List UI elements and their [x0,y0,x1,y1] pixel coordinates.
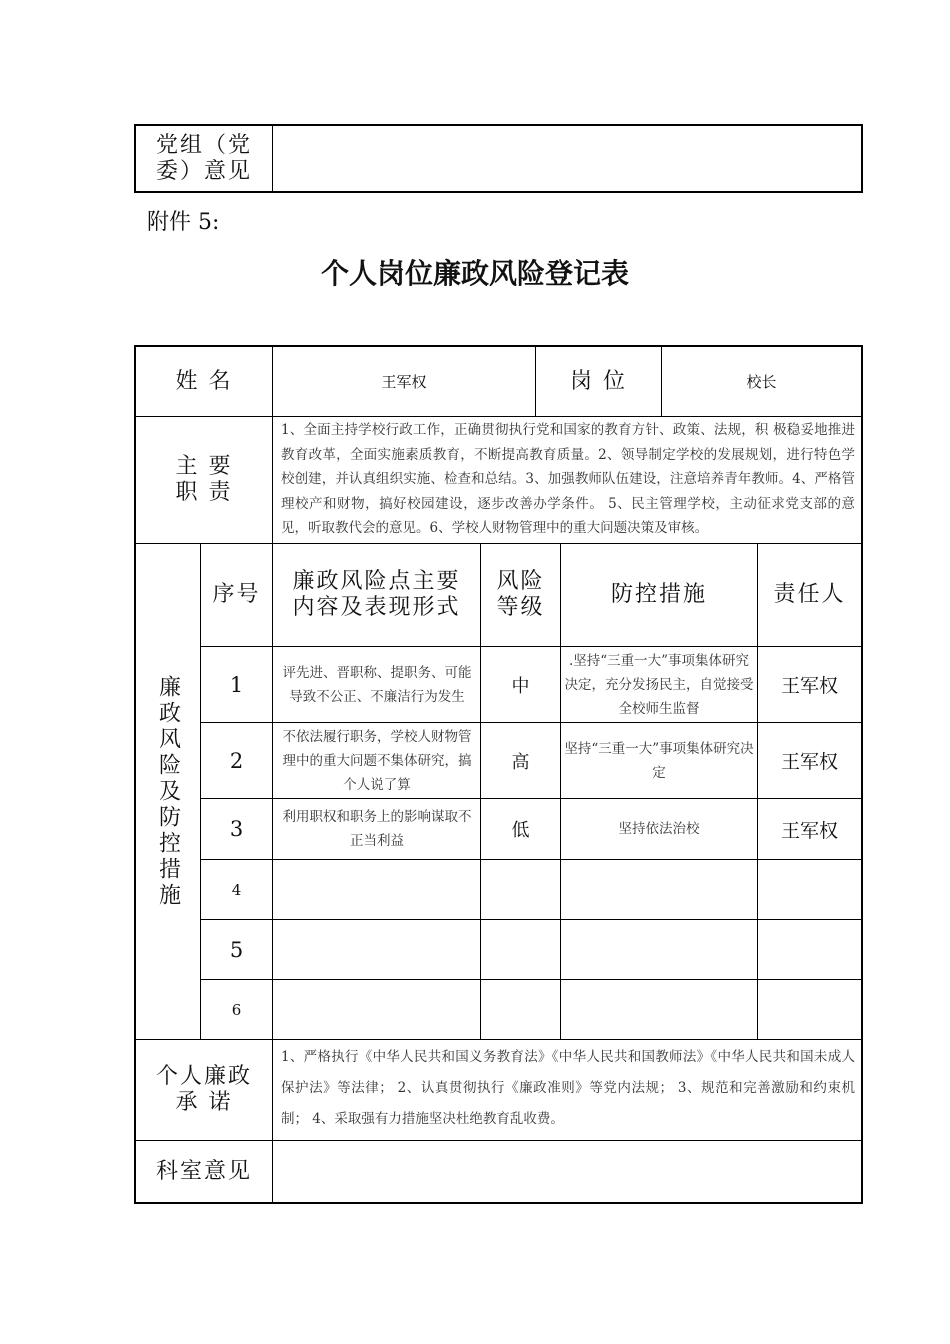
post-value: 校长 [746,373,777,391]
row-level: 低 [511,820,530,841]
name-value: 王军权 [381,373,427,391]
row-seq: 3 [229,817,244,841]
row-person: 王军权 [780,819,838,842]
row-seq: 1 [229,672,244,697]
row-seq: 4 [231,880,242,899]
row-level: 高 [511,751,530,773]
row-measure: .坚持“三重一大”事项集体研究决定，充分发扬民主，自觉接受全校师生监督 [564,652,754,717]
row-person[interactable] [758,980,861,1039]
row-measure[interactable] [564,920,754,979]
promise-text: 1、严格执行《中华人民共和国义务教育法》《中华人民共和国教师法》《中华人民共和国未成人保护法》等法律； 2、认真贯彻执行《廉政准则》等党内法规； 3、规范和完善激励和约束机制； 4、采取强有力措施坚决杜绝教育乱收费。 [281,1049,855,1127]
row-content[interactable] [278,980,476,1039]
row-level[interactable] [481,980,560,1039]
office-opinion-value[interactable] [273,1141,861,1202]
page-title: 个人岗位廉政风险登记表 [320,257,629,290]
row-seq: 2 [229,748,244,773]
row-measure: 坚持依法治校 [618,821,700,837]
row-seq: 6 [231,1000,242,1019]
party-opinion-value[interactable] [273,126,861,191]
risk-section-label: 廉政风险及防控措施 [155,674,181,909]
col-measure-header: 防控措施 [610,582,707,607]
row-level: 中 [511,675,530,697]
row-level[interactable] [481,920,560,979]
col-content-header: 廉政风险点主要 内容及表现形式 [292,569,461,620]
row-content[interactable] [278,860,476,919]
row-seq: 5 [229,937,244,962]
col-level-header: 风险 等级 [496,569,545,620]
duties-text: 1、全面主持学校行政工作，正确贯彻执行党和国家的教育方针、政策、法规，积 极稳妥地推进教育改革，全面实施素质教育，不断提高教育质量。2、领导制定学校的发展规划，进行特色学校创建，并认真组织实施、检查和总结。3、加强教师队伍建设，注意培养青年教师。4、严格管理校产和财物，搞好校园建设，逐步改善办学条件。 5、民主管理学校，主动征求党支部的意见，听取教代会的意见。6、学校人财物管理中的重大问题决策及审核。 [281,422,855,536]
row-content[interactable] [278,920,476,979]
row-person[interactable] [758,860,861,919]
office-opinion-label: 科室意见 [155,1158,252,1184]
duties-label: 主 要 职 责 [175,454,233,505]
col-seq-header: 序号 [212,582,261,607]
row-measure[interactable] [564,980,754,1039]
attachment-label: 附件 5: [147,210,220,235]
row-level[interactable] [481,860,560,919]
row-content: 不依法履行职务，学校人财物管理中的重大问题不集体研究，搞个人说了算 [282,728,472,793]
row-content: 评先进、晋职称、提职务、可能导致不公正、不廉洁行为发生 [282,664,472,705]
name-label: 姓 名 [175,368,233,394]
party-opinion-label: 党组（党 委）意见 [155,132,252,184]
row-content: 利用职权和职务上的影响谋取不正当利益 [282,809,472,849]
row-person[interactable] [758,920,861,979]
col-person-header: 责任人 [773,582,846,607]
promise-label: 个人廉政 承 诺 [155,1064,252,1115]
row-person: 王军权 [780,675,838,697]
row-measure[interactable] [564,860,754,919]
post-label: 岗 位 [570,368,627,394]
row-measure: 坚持“三重一大”事项集体研究决定 [564,740,754,781]
row-person: 王军权 [780,751,838,773]
